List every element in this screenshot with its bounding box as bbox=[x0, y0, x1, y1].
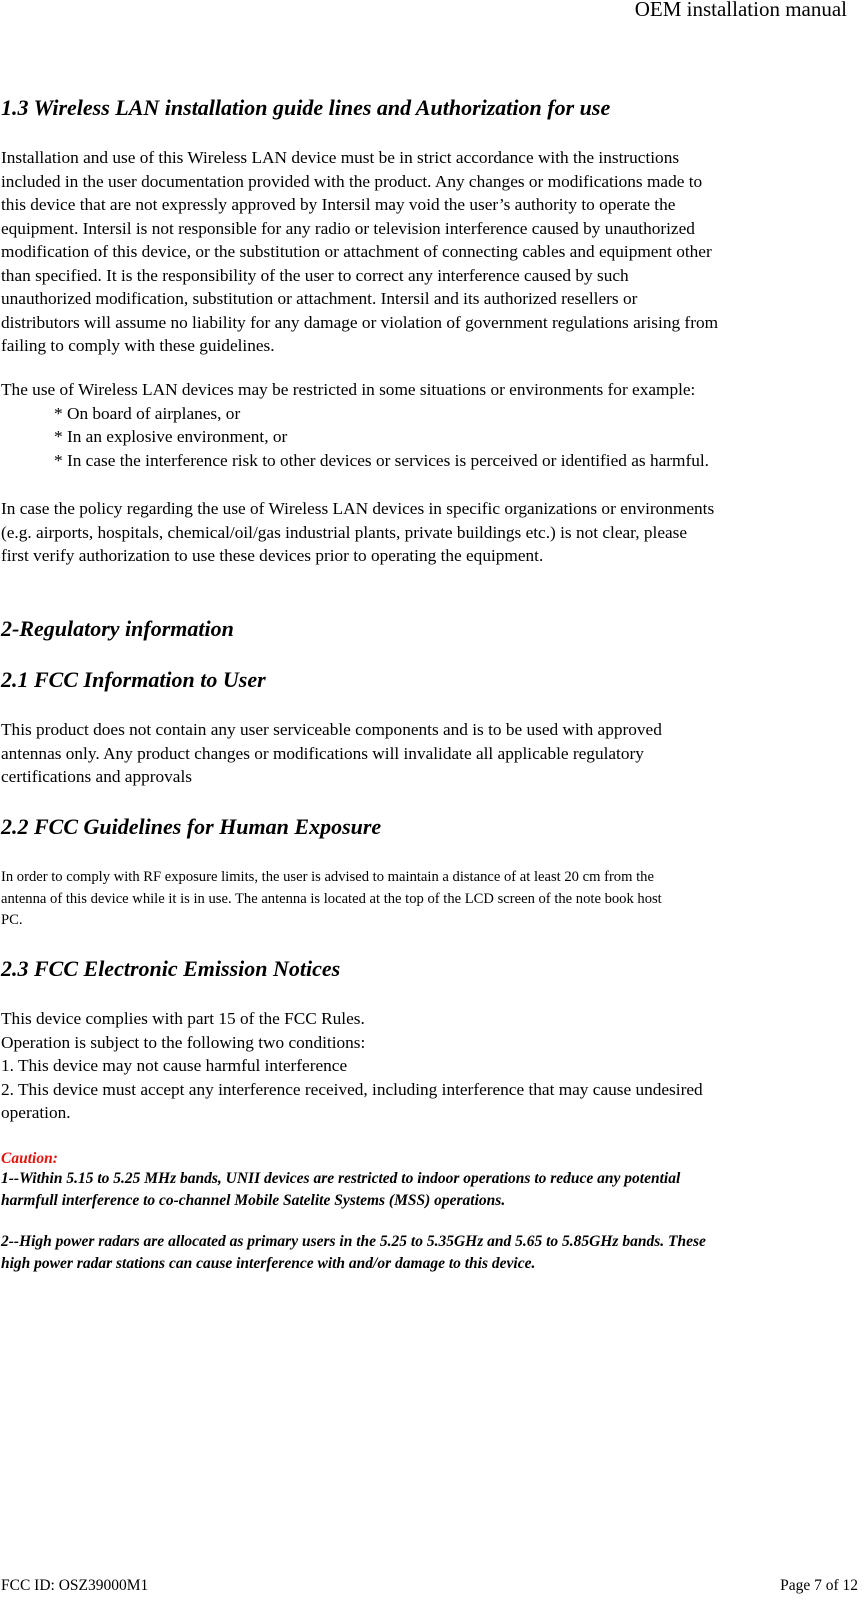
paragraph-line: this device that are not expressly approved by Intersil may void the user’s authority to operate the bbox=[1, 195, 676, 214]
paragraph-line: operation. bbox=[1, 1103, 71, 1122]
section-1-3-paragraph-1 bbox=[1, 146, 861, 358]
paragraph-line: (e.g. airports, hospitals, chemical/oil/gas industrial plants, private buildings etc.) is not clear, please bbox=[1, 522, 688, 542]
paragraph-line: 2. This device must accept any interference received, including interference that may cause undesired bbox=[1, 1079, 703, 1099]
paragraph-line: first verify authorization to use these devices prior to operating the equipment. bbox=[1, 546, 544, 565]
caution-note-2 bbox=[1, 1231, 706, 1275]
footer-page-number: Page 7 of 12 bbox=[780, 1577, 858, 1594]
caution-line: 1--Within 5.15 to 5.25 MHz bands, UNII devices are restricted to indoor operations to reduce any potential bbox=[1, 1170, 681, 1187]
paragraph-line: certifications and approvals bbox=[1, 767, 192, 786]
paragraph-line: distributors will assume no liability for any damage or violation of government regulations arising from bbox=[1, 312, 719, 332]
section-1-3-paragraph-3 bbox=[1, 497, 861, 568]
paragraph-line: In order to comply with RF exposure limits, the user is advised to maintain a distance of at least 20 cm from the bbox=[1, 869, 654, 885]
section-1-3-paragraph-2 bbox=[1, 378, 861, 472]
caution-line: 2--High power radars are allocated as primary users in the 5.25 to 5.35GHz and 5.65 to 5.85GHz bands. These bbox=[1, 1233, 706, 1250]
caution-note-1 bbox=[1, 1168, 680, 1212]
paragraph-line: PC. bbox=[1, 912, 23, 928]
caution-line: harmfull interference to co-channel Mobile Satelite Systems (MSS) operations. bbox=[1, 1192, 506, 1209]
section-2-1-heading: 2.1 FCC Information to User bbox=[1, 667, 266, 692]
paragraph-line: The use of Wireless LAN devices may be restricted in some situations or environments for example: bbox=[1, 380, 696, 399]
section-2-3-heading: 2.3 FCC Electronic Emission Notices bbox=[1, 956, 341, 981]
paragraph-line: Installation and use of this Wireless LAN device must be in strict accordance with the instructions bbox=[1, 148, 680, 167]
paragraph-line: modification of this device, or the substitution or attachment of connecting cables and equipment other bbox=[1, 242, 712, 261]
paragraph-line: included in the user documentation provided with the product. Any changes or modifications made to bbox=[1, 171, 703, 191]
footer-fcc-id: FCC ID: OSZ39000M1 bbox=[1, 1577, 149, 1594]
paragraph-line: In case the policy regarding the use of Wireless LAN devices in specific organizations or environments bbox=[1, 499, 715, 518]
section-2-3-paragraph bbox=[1, 1007, 861, 1125]
paragraph-line: antennas only. Any product changes or modifications will invalidate all applicable regulatory bbox=[1, 743, 644, 763]
list-item: * In case the interference risk to other devices or services is perceived or identified as harmful. bbox=[54, 450, 709, 470]
section-2-2-heading: 2.2 FCC Guidelines for Human Exposure bbox=[1, 814, 382, 839]
section-2-2-paragraph bbox=[1, 867, 861, 932]
paragraph-line: antenna of this device while it is in use. The antenna is located at the top of the LCD screen of the note book host bbox=[1, 890, 662, 907]
caution-label: Caution: bbox=[1, 1150, 58, 1167]
paragraph-line: equipment. Intersil is not responsible for any radio or television interference caused by unauthorized bbox=[1, 218, 695, 238]
paragraph-line: This device complies with part 15 of the FCC Rules. bbox=[1, 1009, 365, 1028]
paragraph-line: 1. This device may not cause harmful interference bbox=[1, 1056, 348, 1075]
list-item: * In an explosive environment, or bbox=[54, 427, 288, 446]
running-header: OEM installation manual bbox=[634, 0, 847, 21]
paragraph-line: unauthorized modification, substitution or attachment. Intersil and its authorized resellers or bbox=[1, 289, 638, 308]
paragraph-line: This product does not contain any user serviceable components and is to be used with approved bbox=[1, 720, 662, 739]
section-2-heading: 2-Regulatory information bbox=[1, 616, 234, 641]
section-1-3-heading: 1.3 Wireless LAN installation guide lines and Authorization for use bbox=[1, 95, 611, 120]
paragraph-line: failing to comply with these guidelines. bbox=[1, 336, 275, 355]
paragraph-line: than specified. It is the responsibility of the user to correct any interference caused by such bbox=[1, 265, 629, 285]
caution-line: high power radar stations can cause interference with and/or damage to this device. bbox=[1, 1255, 536, 1272]
section-2-1-paragraph bbox=[1, 718, 861, 789]
paragraph-line: Operation is subject to the following two conditions: bbox=[1, 1032, 366, 1052]
list-item: * On board of airplanes, or bbox=[54, 403, 241, 423]
